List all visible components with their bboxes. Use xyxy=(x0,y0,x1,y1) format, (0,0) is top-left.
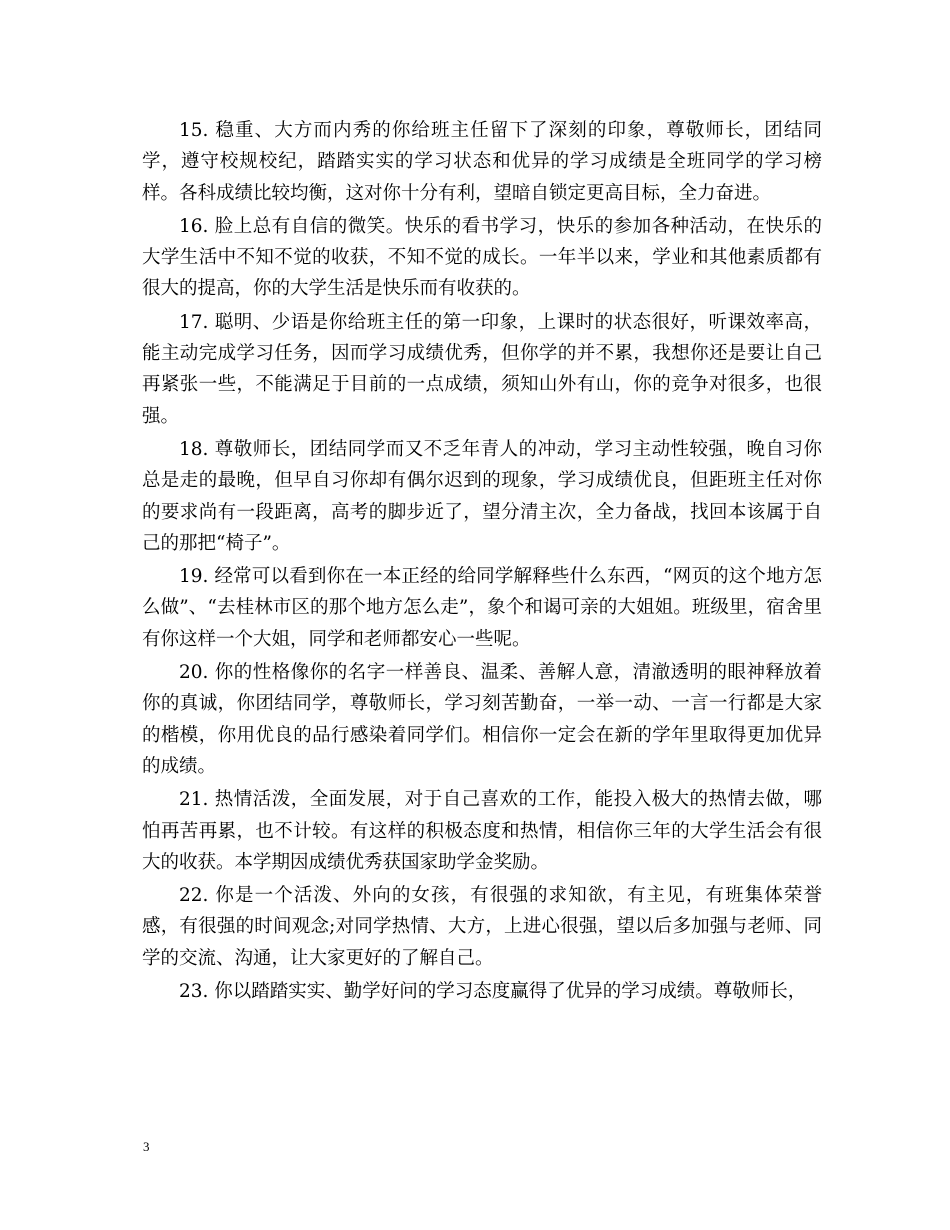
document-body xyxy=(142,115,822,1009)
page-number: 3 xyxy=(143,1139,150,1154)
paragraph-18: 18. 尊敬师长，团结同学而又不乏年青人的冲动，学习主动性较强，晚自习你总是走的最晚，但早自习你却有偶尔迟到的现象，学习成绩优良，但距班主任对你的要求尚有一段距离，高考的脚步近了，望分清主次，全力备战，找回本该属于自己的那把“椅子”。 xyxy=(142,438,822,554)
paragraph-15: 15. 稳重、大方而内秀的你给班主任留下了深刻的印象，尊敬师长，团结同学，遵守校规校纪，踏踏实实的学习状态和优异的学习成绩是全班同学的学习榜样。各科成绩比较均衡，这对你十分有利，望暗自锁定更高目标，全力奋进。 xyxy=(142,120,822,204)
paragraph-20: 20. 你的性格像你的名字一样善良、温柔、善解人意，清澈透明的眼神释放着你的真诚，你团结同学，尊敬师长，学习刻苦勤奋，一举一动、一言一行都是大家的楷模，你用优良的品行感染着同学们。相信你一定会在新的学年里取得更加优异的成绩。 xyxy=(142,662,822,777)
paragraph-23: 23. 你以踏踏实实、勤学好问的学习态度赢得了优异的学习成绩。尊敬师长， xyxy=(179,981,807,1003)
paragraph-19: 19. 经常可以看到你在一本正经的给同学解释些什么东西，“网页的这个地方怎么做”、“去桂林市区的那个地方怎么走”，象个和谒可亲的大姐姐。班级里，宿舍里有你这样一个大姐，同学和老师都安心一些呢。 xyxy=(142,566,822,650)
paragraph-21: 21. 热情活泼，全面发展，对于自己喜欢的工作，能投入极大的热情去做，哪怕再苦再累，也不计较。有这样的积极态度和热情，相信你三年的大学生活会有很大的收获。本学期因成绩优秀获国家助学金奖励。 xyxy=(142,789,822,873)
paragraph-22: 22. 你是一个活泼、外向的女孩，有很强的求知欲，有主见，有班集体荣誉感，有很强的时间观念;对同学热情、大方，上进心很强，望以后多加强与老师、同学的交流、沟通，让大家更好的了解自己。 xyxy=(142,885,822,969)
paragraph-16: 16. 脸上总有自信的微笑。快乐的看书学习，快乐的参加各种活动，在快乐的大学生活中不知不觉的收获，不知不觉的成长。一年半以来，学业和其他素质都有很大的提高，你的大学生活是快乐而有收获的。 xyxy=(142,215,822,300)
paragraph-17: 17. 聪明、少语是你给班主任的第一印象，上课时的状态很好，听课效率高，能主动完成学习任务，因而学习成绩优秀，但你学的并不累，我想你还是要让自己再紧张一些，不能满足于目前的一点成绩，须知山外有山，你的竞争对很多，也很强。 xyxy=(142,311,822,427)
